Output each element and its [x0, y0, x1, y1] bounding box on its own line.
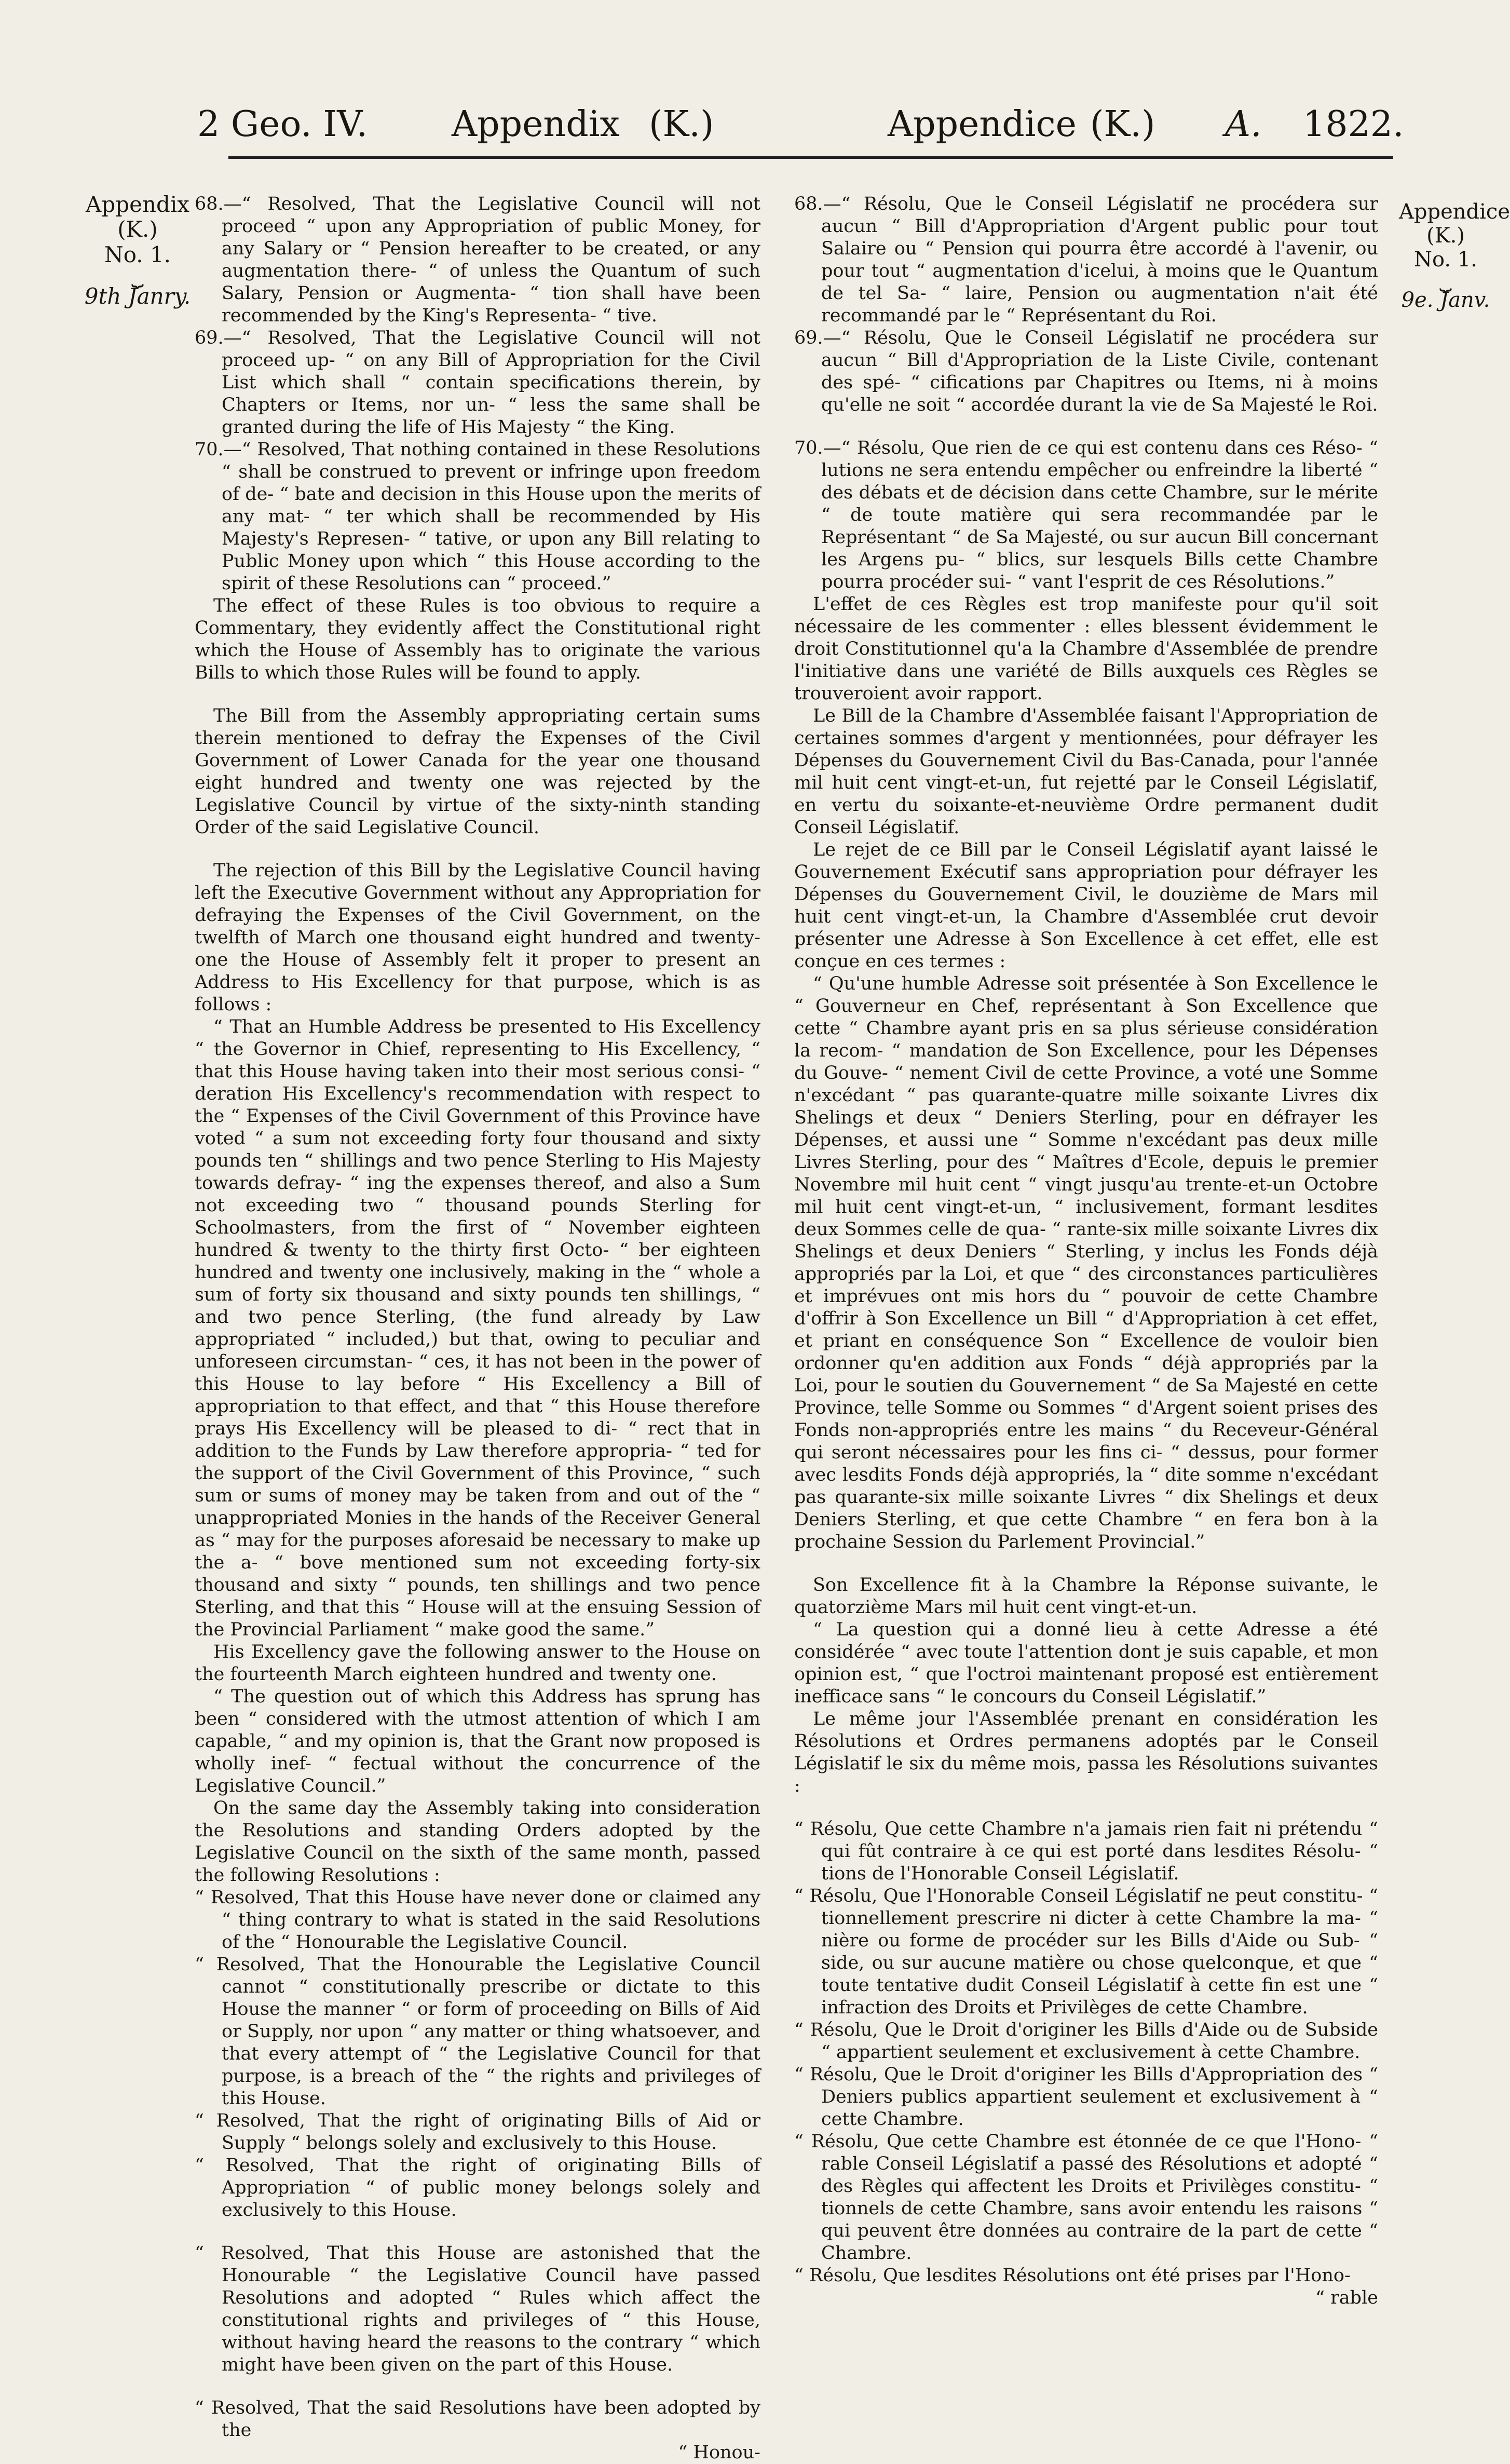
fr-resolu-3: “ Résolu, Que le Droit d'originer les Bills d'Aide ou de Subside “ appartient seulement et exclusivement à cette Chambre. — [794, 2020, 1378, 2063]
en-resolved-5: “ Resolved, That this House are astonished that the Honourable “ the Legislative Council have passed Resolutions and adopted “ Rules which affect the constitutional rights and privileges of “ this House, without having heard the reasons to the contrary “ which might have been given on the part of this House. — [195, 2243, 760, 2375]
en-excellency-answer: “ The question out of which this Address has sprung has been “ considered with the utmost attention of which I am capable, “ and my opinion is, that the Grant now proposed is wholly inef- “ fectual without the concurrence of the Legislative Council.” — [195, 1686, 760, 1796]
en-resolved-4: “ Resolved, That the right of originating Bills of Appropriation “ of public money belongs solely and exclusively to this House. — [195, 2155, 760, 2221]
header-appendix-en: Appendix — [452, 104, 620, 145]
margin-left-date: 9th Janry. — [84, 283, 191, 309]
french-column — [794, 193, 1378, 2309]
fr-bill-rejected: Le Bill de la Chambre d'Assemblée faisant l'Appropriation de certaines sommes d'argent y mentionnées, pour défrayer les Dépenses du Gouvernement Civil du Bas-Canada, pour l'année mil huit cent vingt-et-un, fut rejetté par le Conseil Législatif, en vertu du soixante-et-neuvième Ordre permanent dudit Conseil Législatif. — [794, 706, 1378, 838]
fr-catchword: “ rable — [1315, 2287, 1378, 2308]
header-letter-en: (K.) — [649, 104, 714, 145]
en-catchword: “ Honou- — [678, 2442, 760, 2463]
margin-left-letter: (K.) — [117, 216, 158, 242]
en-bill-rejected: The Bill from the Assembly appropriating certain sums therein mentioned to defray the Expenses of the Civil Government of Lower Canada for the year one thousand eight hundred and twenty one was rejected by the Legislative Council by virtue of the sixty-ninth standing Order of the said Legislative Council. — [195, 706, 760, 838]
en-resolved-2: “ Resolved, That the Honourable the Legislative Council cannot “ constitutionally prescribe or dictate to this House the manner “ or form of proceeding on Bills of Aid or Supply, nor upon “ any matter or thing whatsoever, and that every attempt of “ the Legislative Council for that purpose, is a breach of the “ the rights and privileges of this House. — [195, 1954, 760, 2109]
fr-resolu-1: “ Résolu, Que cette Chambre n'a jamais rien fait ni prétendu “ qui fût contraire à ce qui est porté dans lesdites Résolu- “ tions de l'Honorable Conseil Législatif. — [794, 1819, 1378, 1884]
english-column — [195, 193, 760, 2464]
margin-note-left — [83, 192, 192, 309]
en-resolution-68: 68.—“ Resolved, That the Legislative Council will not proceed “ upon any Appropriation of public Money, for any Salary or “ Pension hereafter to be created, or any augmentation there- “ of unless the Quantum of such Salary, Pension or Augmenta- “ tion shall have been recommended by the King's Representa- “ tive. — [195, 194, 760, 326]
en-resolution-70: 70.—“ Resolved, That nothing contained in these Resolutions “ shall be construed to prevent or infringe upon freedom of de- “ bate and decision in this House upon the merits of any mat- “ ter which shall be recommended by His Majesty's Represen- “ tative, or upon any Bill relating to Public Money upon which “ this House according to the spirit of these Resolutions can “ proceed.” — [195, 439, 760, 594]
fr-resolu-4: “ Résolu, Que le Droit d'originer les Bills d'Appropriation des “ Deniers publics appartient seulement et exclusivement à “ cette Chambre. — [794, 2064, 1378, 2130]
en-assembly-intro: On the same day the Assembly taking into consideration the Resolutions and standing Orders adopted by the Legislative Council on the sixth of the same month, passed the following Resolutions : — [195, 1798, 760, 1886]
margin-right-brace: ⏟ — [1439, 268, 1452, 292]
fr-resolution-70: 70.—“ Résolu, Que rien de ce qui est contenu dans ces Réso- “ lutions ne sera entendu empêcher ou enfreindre la liberté “ des débats et de décision dans cette Chambre, sur le mérite “ de toute matière qui sera recommandée par le Représentant “ de Sa Majesté, ou sur aucun Bill concernant les Argens pu- “ blics, sur lesquels Bills cette Chambre pourra procéder sui- “ vant l'esprit de ces Résolutions.” — [794, 438, 1378, 592]
fr-resolution-69: 69.—“ Résolu, Que le Conseil Législatif ne procédera sur aucun “ Bill d'Appropriation de la Liste Civile, contenant des spé- “ cifications par Chapitres ou Items, ni à moins qu'elle ne soit “ accordée durant la vie de Sa Majesté le Roi. — [794, 328, 1378, 415]
header-appendix-fr: Appendice — [888, 104, 1077, 145]
en-resolved-1: “ Resolved, That this House have never done or claimed any “ thing contrary to what is stated in the said Resolutions of the “ Honourable the Legislative Council. — [195, 1887, 760, 1953]
margin-right-date: 9e. Janv. — [1401, 288, 1490, 312]
fr-resolu-2: “ Résolu, Que l'Honorable Conseil Législatif ne peut constitu- “ tionnellement prescrire ni dicter à cette Chambre la ma- “ nière ou forme de procéder sur les Bills d'Aide ou Sub- “ side, ou sur aucune matière ou chose quelconque, et que “ toute tentative dudit Conseil Législatif à cette fin est une “ infraction des Droits et Privilèges de cette Chambre. — [794, 1886, 1378, 2018]
page-header — [197, 104, 1404, 151]
en-excellency-answer-intro: His Excellency gave the following answer to the House on the fourteenth March eighteen hundred and twenty one. — [195, 1642, 760, 1685]
fr-excellency-answer-intro: Son Excellence fit à la Chambre la Réponse suivante, le quatorzième Mars mil huit cent vingt-et-un. — [794, 1575, 1378, 1618]
fr-assembly-intro: Le même jour l'Assemblée prenant en considération les Résolutions et Ordres permanens adoptés par le Conseil Législatif le six du même mois, passa les Résolutions suivantes : — [794, 1709, 1378, 1796]
fr-resolu-6: “ Résolu, Que lesdites Résolutions ont été prises par l'Hono- — [794, 2265, 1351, 2286]
en-resolved-6: “ Resolved, That the said Resolutions have been adopted by the — [195, 2398, 760, 2441]
margin-note-right — [1399, 200, 1510, 312]
margin-right-number: No. 1. — [1414, 248, 1477, 272]
header-year: 1822. — [1303, 104, 1404, 145]
fr-excellency-answer: “ La question qui a donné lieu à cette Adresse a été considérée “ avec toute l'attention dont je suis capable, et mon opinion est, “ que l'octroi maintenant proposé est entièrement inefficace sans “ le concours du Conseil Législatif.” — [794, 1619, 1378, 1707]
header-reign: 2 Geo. IV. — [197, 104, 368, 145]
margin-left-number: No. 1. — [104, 241, 171, 267]
fr-resolution-68: 68.—“ Résolu, Que le Conseil Législatif ne procédera sur aucun “ Bill d'Appropriation d'Argent public pour tout Salaire ou “ Pension qui pourra être accordé à l'avenir, ou pour tout “ augmentation d'icelui, à moins que le Quantum de tel Sa- “ laire, Pension ou augmentation n'ait été recommandé par le “ Représentant du Roi. — [794, 194, 1378, 326]
en-rejection-address: The rejection of this Bill by the Legislative Council having left the Executive Government without any Appropriation for defraying the Expenses of the Civil Government, on the twelfth of March one thousand eight hundred and twenty-one the House of Assembly felt it proper to present an Address to His Excellency for that purpose, which is as follows : — [195, 860, 760, 1015]
en-humble-address: “ That an Humble Address be presented to His Excellency “ the Governor in Chief, representing to His Excellency, “ that this House having taken into their most serious consi- “ deration His Excellency's recommendation with respect to the “ Expenses of the Civil Government of this Province have voted “ a sum not exceeding forty four thousand and sixty pounds ten “ shillings and two pence Sterling to His Majesty towards defray- “ ing the expenses thereof, and also a Sum not exceeding two “ thousand pounds Sterling for Schoolmasters, from the first of “ November eighteen hundred & twenty to the thirty first Octo- “ ber eighteen hundred and twenty one inclusively, making in the “ whole a sum of forty six thousand and sixty pounds ten shillings, “ and two pence Sterling, (the fund already by Law appropriated “ included,) but that, owing to peculiar and unforeseen circumstan- “ ces, it has not been in the power of this House to lay before “ His Excellency a Bill of appropriation to that effect, and that “ this House therefore prays His Excellency will be pleased to di- “ rect that in addition to the Funds by Law therefore appropria- “ ted for the support of the Civil Government of this Province, “ such sum or sums of money may be taken from and out of the “ unappropriated Monies in the hands of the Receiver General as “ may for the purposes aforesaid be necessary to make up the a- “ bove mentioned sum not exceeding forty-six thousand and sixty “ pounds, ten shillings and two pence Sterling, and that this “ House will at the ensuing Session of the Provincial Parliament “ make good the same.” — [195, 1017, 760, 1640]
header-letter-fr: (K.) — [1090, 104, 1155, 145]
en-resolved-3: “ Resolved, That the right of originating Bills of Aid or Supply “ belongs solely and exclusively to this House. — [195, 2110, 760, 2154]
en-resolution-69: 69.—“ Resolved, That the Legislative Council will not proceed up- “ on any Bill of Appropriation for the Civil List which shall “ contain specifications therein, by Chapters or Items, nor un- “ less the same shall be granted during the life of His Majesty “ the King. — [195, 328, 760, 438]
fr-commentary: L'effet de ces Règles est trop manifeste pour qu'il soit nécessaire de les commenter : elles blessent évidemment le droit Constitutionnel qu'a la Chambre d'Assemblée de prendre l'initiative dans une variété de Bills auxquels ces Règles se trouveroient avoir rapport. — [794, 594, 1378, 704]
header-rule — [228, 156, 1393, 159]
margin-left-appendix: Appendix — [85, 192, 189, 217]
fr-resolu-5: “ Résolu, Que cette Chambre est étonnée de ce que l'Hono- “ rable Conseil Législatif a passé des Résolutions et adopté “ des Règles qui affectent les Droits et Privilèges constitu- “ tionnels de cette Chambre, sans avoir entendu les raisons “ qui peuvent être données au contraire de la part de cette “ Chambre. — [794, 2131, 1378, 2264]
fr-humble-address: “ Qu'une humble Adresse soit présentée à Son Excellence le “ Gouverneur en Chef, représentant à Son Excellence que cette “ Chambre ayant pris en sa plus sérieuse considération la recom- “ mandation de Son Excellence, pour les Dépenses du Gouve- “ nement Civil de cette Province, a voté une Somme n'excédant “ pas quarante-quatre mille soixante Livres dix Shelings et deux “ Deniers Sterling, pour en défrayer les Dépenses, et aussi une “ Somme n'excédant pas deux mille Livres Sterling, pour des “ Maîtres d'Ecole, depuis le premier Novembre mil huit cent “ vingt jusqu'au trente-et-un Octobre mil huit cent vingt-et-un, “ inclusivement, formant lesdites deux Sommes celle de qua- “ rante-six mille soixante Livres dix Shelings et deux Deniers “ Sterling, y inclus les Fonds déjà appropriés par la Loi, et que “ des circonstances particulières et imprévues ont mis hors du “ pouvoir de cette Chambre d'offrir à Son Excellence un Bill “ d'Appropriation à cet effet, et priant en conséquence Son “ Excellence de vouloir bien ordonner qu'en addition aux Fonds “ déjà appropriés par la Loi, pour le soutien du Gouvernement “ de Sa Majesté en cette Province, telle Somme ou Sommes “ d'Argent soient prises des Fonds non-appropriés entre les mains “ du Receveur-Général qui seront nécessaires pour les fins ci- “ dessus, pour former avec lesdits Fonds déjà appropriés, la “ dite somme n'excédant pas quarante-six mille soixante Livres “ dix Shelings et deux Deniers Sterling, et que cette Chambre “ en fera bon à la prochaine Session du Parlement Provincial.” — [794, 973, 1378, 1552]
fr-rejection-address: Le rejet de ce Bill par le Conseil Législatif ayant laissé le Gouvernement Exécutif sans appropriation pour défrayer les Dépenses du Gouvernement Civil, le douzième de Mars mil huit cent vingt-et-un, la Chambre d'Assemblée crut devoir présenter une Adresse à Son Excellence à cet effet, elle est conçue en ces termes : — [794, 840, 1378, 972]
en-commentary: The effect of these Rules is too obvious to require a Commentary, they evidently affect the Constitutional right which the House of Assembly has to originate the various Bills to which those Rules will be found to apply. — [195, 595, 760, 683]
margin-right-letter: (K.) — [1426, 224, 1465, 248]
margin-right-appendice: Appendice — [1399, 200, 1510, 224]
margin-left-brace: ⏟ — [131, 263, 144, 288]
header-anno: A. — [1225, 104, 1262, 145]
